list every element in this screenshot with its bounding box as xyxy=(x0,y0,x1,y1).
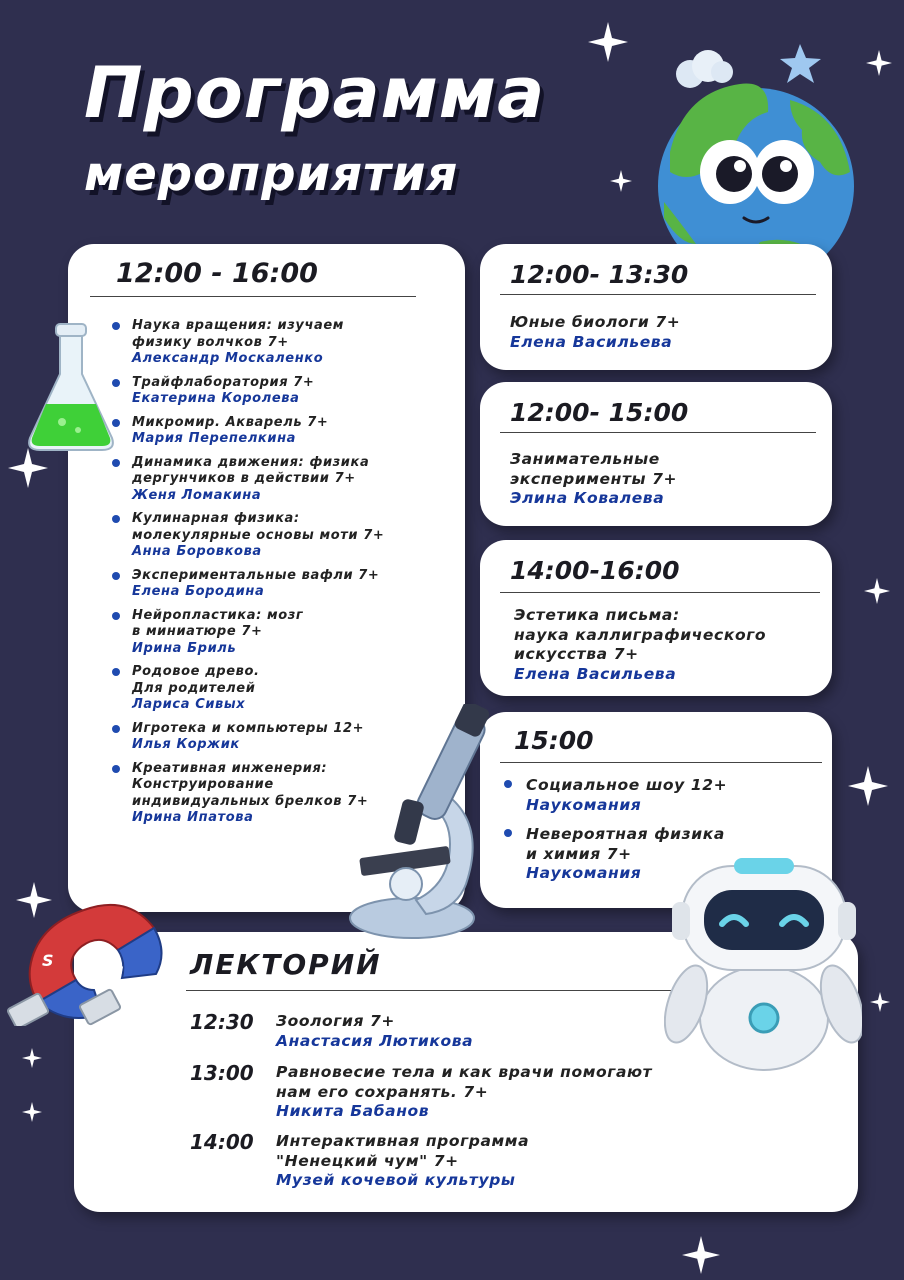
list-item: Креативная инженерия: Конструирование индивидуальных брелков 7+ Ирина Ипатова xyxy=(112,761,412,827)
schedule-card-2-time: 12:00- 15:00 xyxy=(510,398,689,427)
list-item: Микромир. Акварель 7+ Мария Перепелкина xyxy=(112,415,412,448)
divider xyxy=(186,990,686,991)
list-item: Наука вращения: изучаем физику волчков 7+ Александр Москаленко xyxy=(112,318,412,368)
schedule-card-3-body: Эстетика письма: наука каллиграфического искусства 7+ Елена Васильева xyxy=(514,606,767,683)
sparkle-icon xyxy=(870,992,890,1012)
schedule-card-4-time: 15:00 xyxy=(514,726,594,755)
divider xyxy=(500,294,816,295)
divider xyxy=(500,762,822,763)
robot-icon xyxy=(664,858,862,1072)
sparkle-icon xyxy=(682,1236,720,1274)
list-item: Кулинарная физика: молекулярные основы моти 7+ Анна Боровкова xyxy=(112,511,412,561)
list-item: Динамика движения: физика дергунчиков в действии 7+ Женя Ломакина xyxy=(112,455,412,505)
list-item: Трайфлаборатория 7+ Екатерина Королева xyxy=(112,375,412,408)
list-item: Социальное шоу 12+ Наукомания xyxy=(504,776,804,815)
poster: Программа мероприятия 12:00 - 16:00 Наука вращения: изучаем физику волчков 7+ Александр Москаленко Трайфлаборатория 7+ Екатерина Королева Микромир. Акварель 7+ Мария Перепелкина Динамика движения: физика дергунчиков в действии 7+ Женя Ломакина Кулинарная физика: молекулярные основы моти 7+ Анна Боровкова Экспериментальные вафли 7+ Елена Бородина Нейропластика: мозг в миниатюре 7+ Ирина Бриль Родовое древо. Для родителей Лариса Сивых Игротека и компьютеры 12+ Илья Коржик Креативная инженерия: Конструирование индивидуальных брелков 7+ Ирина Ипатова 12:00- 13:30 Юные биологи 7+ Елена Васильева 12:00- 15:00 Занимательные эксперименты 7+ Элина Ковалева 14:00-16:00 Эстетика письма: наука каллиграфического искусства 7+ Елена Васильева 15:00 Социальное шоу 12+ Наукомания Невероятная физика и химия 7+ Наукомания ЛЕКТОРИЙ 12:30 Зоология 7+ Анастасия Лютикова 13:00 Равновесие тела и как врачи помогают нам его сохранять. 7+ Никита Бабанов 14:00 Интерактивная программа "Ненецкий чум" 7+ Музей кочевой культуры S N xyxy=(0,0,904,1280)
schedule-card-2-body: Занимательные эксперименты 7+ Элина Ковалева xyxy=(510,450,678,507)
list-item: Экспериментальные вафли 7+ Елена Бородина xyxy=(112,568,412,601)
lectorium-heading: ЛЕКТОРИЙ xyxy=(190,948,382,981)
page-subtitle: мероприятия xyxy=(84,146,459,202)
sparkle-icon xyxy=(22,1048,42,1068)
divider xyxy=(500,432,816,433)
schedule-card-1-body: Юные биологи 7+ Елена Васильева xyxy=(510,313,681,351)
main-schedule-time: 12:00 - 16:00 xyxy=(116,258,318,289)
schedule-card-1-time: 12:00- 13:30 xyxy=(510,260,689,289)
microscope-icon xyxy=(346,704,496,944)
divider xyxy=(500,592,820,593)
sparkle-icon xyxy=(8,448,48,488)
sparkle-icon xyxy=(588,22,628,62)
sparkle-icon xyxy=(864,578,890,604)
magnet-icon xyxy=(6,902,178,1026)
divider xyxy=(90,296,416,297)
schedule-card-3-time: 14:00-16:00 xyxy=(510,556,680,585)
list-item: Игротека и компьютеры 12+ Илья Коржик xyxy=(112,721,412,754)
list-item: Нейропластика: мозг в миниатюре 7+ Ирина Бриль xyxy=(112,608,412,658)
flask-icon xyxy=(26,322,116,454)
svg-text:S: S xyxy=(42,951,54,970)
svg-text:N: N xyxy=(110,963,124,982)
sparkle-icon xyxy=(610,170,632,192)
planet-mascot-icon xyxy=(650,22,870,282)
list-item: Невероятная физика и химия 7+ Наукомания xyxy=(504,825,804,884)
sparkle-icon xyxy=(22,1102,42,1122)
sparkle-icon xyxy=(848,766,888,806)
page-title: Программа xyxy=(84,52,546,134)
list-item: Родовое древо. Для родителей Лариса Сивых xyxy=(112,664,412,714)
